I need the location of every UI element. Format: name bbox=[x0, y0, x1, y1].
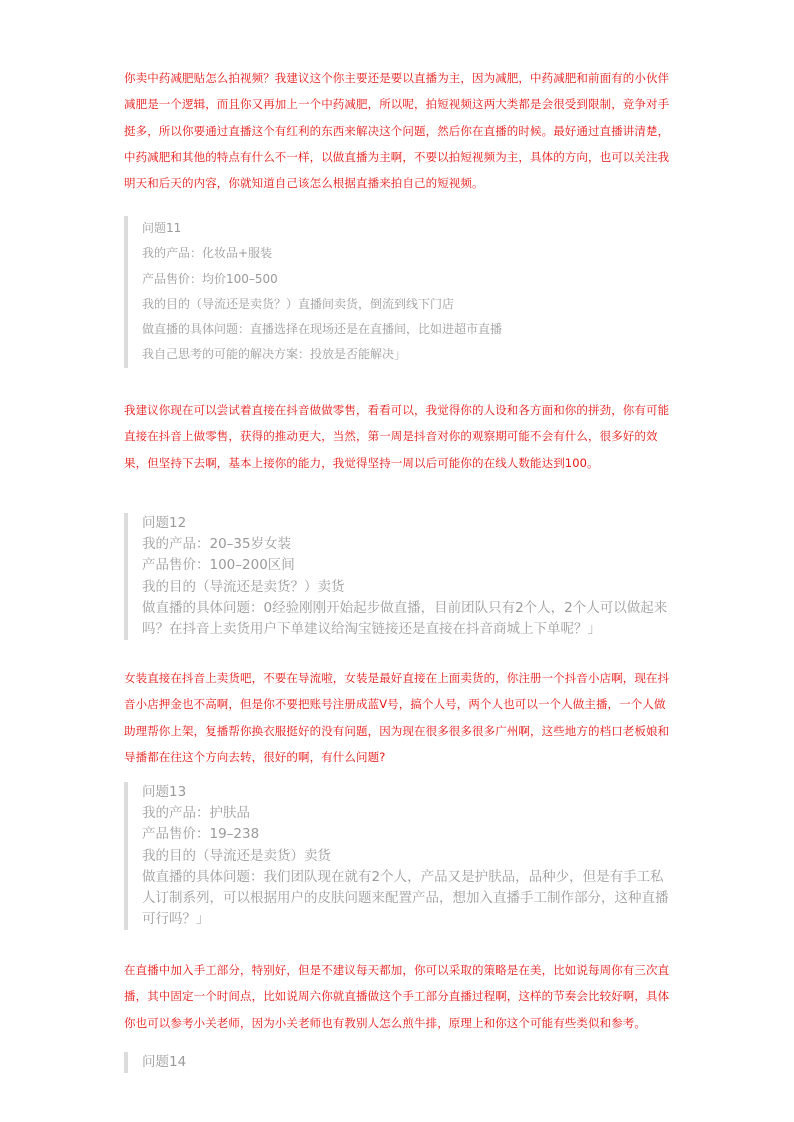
answer-paragraph-4: 在直播中加入手工部分，特别好，但是不建议每天都加，你可以采取的策略是在美，比如说每周你有三次直播，其中固定一个时间点，比如说周六你就直播做这个手工部分直播过程啊，这样的节奏会比较好啊，具体你也可以参考小关老师，因为小关老师也有教别人怎么煎牛排，原理上和你这个可能有些类似和参考。 bbox=[124, 963, 670, 1030]
question-11-block bbox=[124, 216, 672, 368]
answer-paragraph-2: 我建议你现在可以尝试着直接在抖音做做零售，看看可以，我觉得你的人设和各方面和你的拼劲，你有可能直接在抖音上做零售，获得的推动更大，当然，第一周是抖音对你的观察期可能不会有什么，很多好的效果，但坚持下去啊，基本上接你的能力，我觉得坚持一周以后可能你的在线人数能达到100。 bbox=[124, 403, 670, 470]
question-12-product: 我的产品：20–35岁女装 bbox=[142, 536, 292, 553]
question-11-solution: 我自己思考的可能的解决方案：投放是否能解决」 bbox=[142, 347, 407, 362]
question-12-block bbox=[124, 513, 672, 640]
question-12-goal: 我的目的（导流还是卖货？）卖货 bbox=[142, 578, 345, 595]
question-11-goal: 我的目的（导流还是卖货？）直播间卖货，倒流到线下门店 bbox=[142, 296, 455, 311]
question-11-price: 产品售价：均价100–500 bbox=[142, 271, 278, 286]
question-13-price: 产品售价：19–238 bbox=[142, 826, 260, 843]
answer-paragraph-1: 你卖中药减肥贴怎么拍视频？我建议这个你主要还是要以直播为主，因为减肥，中药减肥和前面有的小伙伴减肥是一个逻辑，而且你又再加上一个中药减肥，所以呢，拍短视频这两大类都是会很受到限制，竞争对手挺多，所以你要通过直播这个有红利的东西来解决这个问题，然后你在直播的时候。最好通过直播讲清楚，中药减肥和其他的特点有什么不一样，以做直播为主啊，不要以拍短视频为主，具体的方向，也可以关注我明天和后天的内容，你就知道自己该怎么根据直播来拍自己的短视频。 bbox=[124, 71, 670, 191]
question-14-block bbox=[124, 1052, 672, 1073]
question-11-product: 我的产品：化妆品+服装 bbox=[142, 246, 273, 261]
question-13-title: 问题13 bbox=[142, 784, 187, 800]
question-13-goal: 我的目的（导流还是卖货）卖货 bbox=[142, 847, 331, 864]
question-12-problem: 做直播的具体问题：0经验刚刚开始起步做直播，目前团队只有2个人，2个人可以做起来吗？在抖音上卖货用户下单建议给淘宝链接还是直接在抖音商城上下单呢？」 bbox=[142, 599, 668, 638]
question-12-title: 问题12 bbox=[142, 515, 187, 531]
question-14-title: 问题14 bbox=[142, 1054, 187, 1070]
question-13-problem: 做直播的具体问题：我们团队现在就有2个人，产品又是护肤品，品种少，但是有手工私人订制系列，可以根据用户的皮肤问题来配置产品，想加入直播手工制作部分，这种直播可行吗？」 bbox=[142, 868, 669, 928]
question-13-product: 我的产品：护肤品 bbox=[142, 805, 250, 822]
question-13-block bbox=[124, 782, 672, 930]
answer-paragraph-3: 女装直接在抖音上卖货吧，不要在导流啦，女装是最好直接在上面卖货的，你注册一个抖音小店啊，现在抖音小店押金也不高啊，但是你不要把账号注册成蓝V号，搞个人号，两个人也可以一个人做主播，一个人做助理帮你上架，复播帮你换衣服挺好的没有问题，因为现在很多很多很多广州啊，这些地方的档口老板娘和导播都在往这个方向去转，很好的啊，有什么问题? bbox=[124, 671, 670, 764]
question-11-problem: 做直播的具体问题：直播选择在现场还是在直播间，比如进超市直播 bbox=[142, 322, 503, 337]
question-11-title: 问题11 bbox=[142, 221, 182, 235]
question-12-price: 产品售价：100–200区间 bbox=[142, 557, 295, 574]
